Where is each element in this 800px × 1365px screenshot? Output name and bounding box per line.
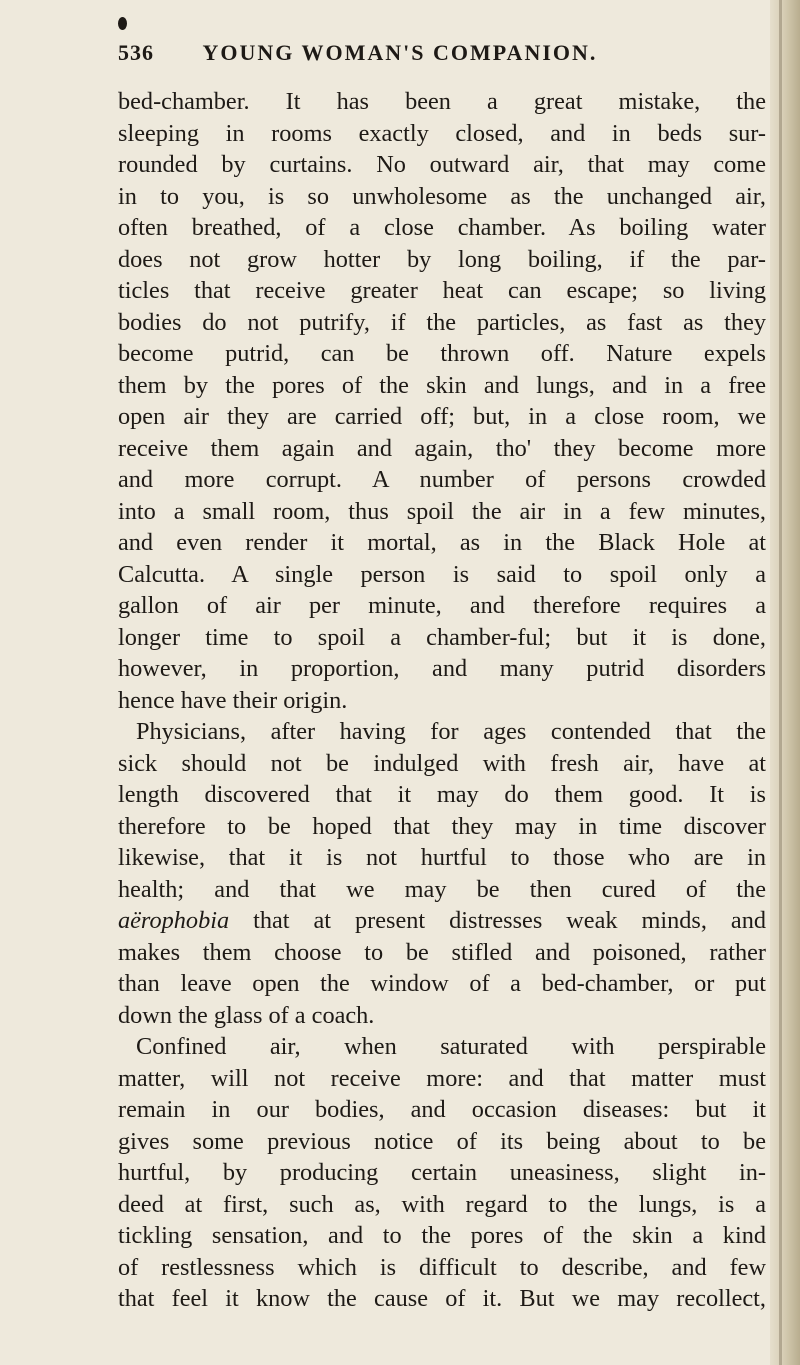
text-line: receive them again and again, tho' they become more	[118, 434, 766, 462]
text-line: that feel it know the cause of it. But we may recollect,	[118, 1285, 766, 1312]
italic-term: aërophobia	[118, 907, 230, 934]
text-line: matter, will not receive more: and that matter must	[118, 1064, 766, 1092]
text-line: of restlessness which is difficult to describe, and few	[118, 1253, 766, 1281]
text-line	[118, 905, 766, 937]
text-line: bodies do not putrify, if the particles, as fast as they	[118, 308, 766, 336]
text-line: likewise, that it is not hurtful to those who are in	[118, 844, 766, 871]
text-line: longer time to spoil a chamber-ful; but it is done,	[118, 623, 766, 651]
text-line: therefore to be hoped that they may in time discover	[118, 812, 766, 840]
text-line: deed at first, such as, with regard to the lungs, is a	[118, 1190, 766, 1218]
text-line: open air they are carried off; but, in a close room, we	[118, 403, 766, 430]
page-edge-line	[779, 0, 782, 1365]
text-line: makes them choose to be stifled and poisoned, rather	[118, 938, 766, 966]
running-head	[118, 40, 778, 66]
text-line: sleeping in rooms exactly closed, and in beds sur-	[118, 119, 766, 147]
running-title: YOUNG WOMAN'S COMPANION.	[202, 40, 598, 65]
text-line: into a small room, thus spoil the air in a few minutes,	[118, 497, 766, 525]
text-line: tickling sensation, and to the pores of the skin a kind	[118, 1222, 766, 1249]
page-number: 536	[118, 40, 154, 65]
text-line: Physicians, after having for ages contended that the	[136, 718, 766, 745]
text-line: and even render it mortal, as in the Black Hole at	[118, 529, 766, 556]
text-line: hence have their origin.	[118, 686, 348, 714]
text-line: length discovered that it may do them good. It is	[118, 781, 766, 808]
text-line: does not grow hotter by long boiling, if the par-	[118, 245, 766, 273]
text-line: often breathed, of a close chamber. As boiling water	[118, 214, 766, 241]
text-line: Confined air, when saturated with perspirable	[136, 1033, 766, 1060]
text-line: remain in our bodies, and occasion diseases: but it	[118, 1096, 766, 1123]
text-line: rounded by curtains. No outward air, that may come	[118, 151, 766, 178]
text-line: health; and that we may be then cured of the	[118, 875, 766, 903]
text-line: become putrid, can be thrown off. Nature expels	[118, 340, 766, 367]
text-line: ticles that receive greater heat can escape; so living	[118, 277, 766, 304]
body-text	[118, 86, 766, 1315]
page-edge-shadow	[770, 0, 800, 1365]
text-line: down the glass of a coach.	[118, 1001, 375, 1029]
text-line: in to you, is so unwholesome as the unchanged air,	[118, 182, 766, 210]
text-line: and more corrupt. A number of persons crowded	[118, 466, 766, 493]
text-line: bed-chamber. It has been a great mistake, the	[118, 88, 766, 115]
ink-spot	[118, 17, 127, 30]
text-line: however, in proportion, and many putrid disorders	[118, 655, 766, 682]
text-line-rest: that at present distresses weak minds, and	[253, 907, 766, 934]
text-line: sick should not be indulged with fresh air, have at	[118, 749, 766, 777]
text-line: gives some previous notice of its being about to be	[118, 1127, 766, 1155]
text-line: Calcutta. A single person is said to spoil only a	[118, 560, 766, 588]
text-line: them by the pores of the skin and lungs, and in a free	[118, 371, 766, 399]
text-line: gallon of air per minute, and therefore requires a	[118, 592, 766, 619]
text-line: hurtful, by producing certain uneasiness, slight in-	[118, 1159, 766, 1186]
text-line: than leave open the window of a bed-chamber, or put	[118, 970, 766, 997]
